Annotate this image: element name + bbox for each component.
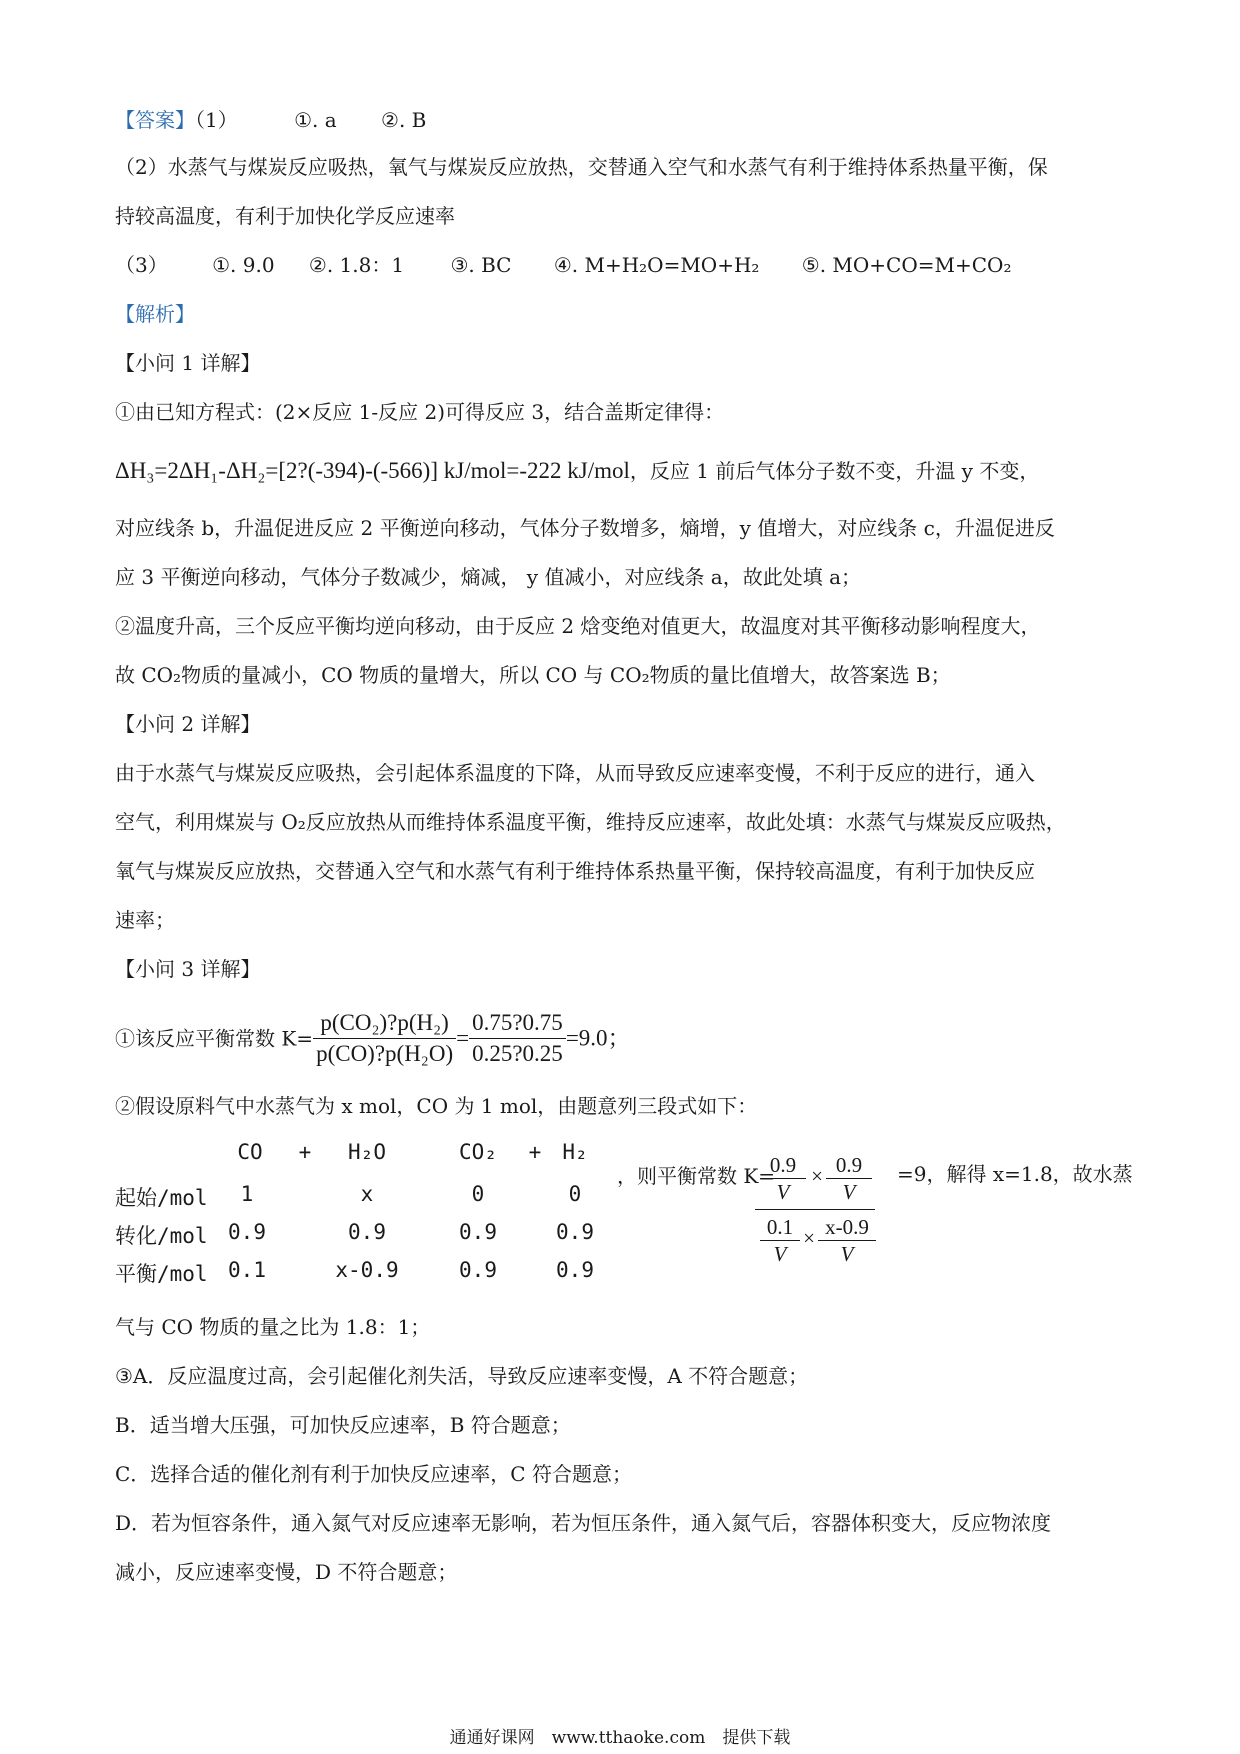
table-cell: 0.9	[228, 1220, 266, 1244]
answer-q1-a: ①. a	[294, 108, 337, 132]
k2-v: V	[776, 1180, 790, 1204]
answer-q3-1: ①. 9.0	[212, 253, 275, 277]
k-equals: =	[456, 1025, 470, 1051]
k2-v: V	[842, 1180, 856, 1204]
section2-para2: 空气，利用煤炭与 O₂反应放热从而维持体系温度平衡，维持反应速率，故此处填：水蒸气与煤炭反应吸热，	[115, 810, 1066, 834]
table-header: CO	[237, 1140, 263, 1164]
table-cell: 0.9	[459, 1220, 497, 1244]
k-result: =9.0；	[565, 1025, 631, 1051]
k2-times: ×	[803, 1226, 815, 1250]
answer-q3-label: （3）	[115, 253, 168, 277]
table-cell: 1	[240, 1182, 254, 1206]
k2-v: V	[840, 1242, 854, 1266]
section1-para5: 故 CO₂物质的量减小，CO 物质的量增大，所以 CO 与 CO₂物质的量比值增大，故答案选 B；	[115, 663, 951, 687]
k2-d1: 0.1	[766, 1215, 794, 1239]
k-denominator: p(CO)?p(H₂O)	[316, 1041, 454, 1066]
section1-formula-tail: ，反应 1 前后气体分子数不变，升温 y 不变，	[629, 459, 1040, 483]
k2-den-frac2	[818, 1214, 876, 1241]
section3-para2: ②假设原料气中水蒸气为 x mol，CO 为 1 mol，由题意列三段式如下：	[115, 1094, 758, 1118]
k2-d2: x-0.9	[825, 1215, 869, 1239]
section2-para3: 氧气与煤炭反应放热，交替通入空气和水蒸气有利于维持体系热量平衡，保持较高温度，有利于加快反应	[115, 859, 1035, 883]
table-cell: 0.9	[556, 1220, 594, 1244]
table-row-label: 平衡/mol	[115, 1262, 208, 1286]
k2-num-frac2	[826, 1152, 872, 1179]
k2-prefix: ，则平衡常数 K=	[617, 1164, 776, 1188]
k2-times: ×	[811, 1164, 823, 1188]
answer-q3-4: ④. M+H₂O=MO+H₂	[553, 253, 760, 277]
section3-para3: 气与 CO 物质的量之比为 1.8：1；	[115, 1315, 431, 1339]
k2-n2: 0.9	[835, 1153, 863, 1177]
k-prefix: ①该反应平衡常数 K=	[115, 1026, 314, 1051]
analysis-tag: 【解析】	[115, 302, 195, 326]
section1-para1: ①由已知方程式：(2×反应 1-反应 2)可得反应 3，结合盖斯定律得：	[115, 400, 725, 424]
k-value-numerator: 0.75?0.75	[469, 1008, 566, 1039]
k-numerator: p(CO₂)?p(H₂)	[313, 1008, 456, 1039]
answer-q2-line1: （2）水蒸气与煤炭反应吸热，氧气与煤炭反应放热，交替通入空气和水蒸气有利于维持体系热量平衡，保	[115, 155, 1048, 179]
table-cell: 0.9	[348, 1220, 386, 1244]
k2-numerator	[760, 1152, 890, 1208]
k2-denominator	[760, 1214, 890, 1270]
table-header: +	[528, 1140, 542, 1164]
k-fraction	[313, 1008, 456, 1069]
table-cell: 0	[471, 1182, 485, 1206]
answer-q3-5: ⑤. MO+CO=M+CO₂	[801, 253, 1012, 277]
option-c: C．选择合适的催化剂有利于加快反应速率，C 符合题意；	[115, 1462, 632, 1486]
k2-n1: 0.9	[769, 1153, 797, 1177]
section1-title: 【小问 1 详解】	[115, 351, 261, 375]
option-d-line1: D．若为恒容条件，通入氮气对反应速率无影响，若为恒压条件，通入氮气后，容器体积变大，反应物浓度	[115, 1511, 1052, 1535]
k-value-denominator: 0.25?0.25	[472, 1041, 563, 1066]
option-b: B．适当增大压强，可加快反应速率，B 符合题意；	[115, 1413, 571, 1437]
table-row-label: 起始/mol	[115, 1186, 208, 1210]
answer-q1-label: （1）	[195, 108, 238, 132]
k2-result: =9，解得 x=1.8，故水蒸	[897, 1162, 1133, 1186]
table-header: +	[298, 1140, 312, 1164]
table-cell: 0.9	[556, 1258, 594, 1282]
table-cell: 0.9	[459, 1258, 497, 1282]
answer-q2-line2: 持较高温度，有利于加快化学反应速率	[115, 204, 455, 228]
k2-num-frac1	[760, 1152, 806, 1179]
k2-v: V	[773, 1242, 787, 1266]
footer-watermark: 通通好课网 www.tthaoke.com 提供下载	[449, 1728, 791, 1748]
k2-den-frac1	[760, 1214, 800, 1241]
k-value-fraction	[469, 1008, 566, 1069]
section2-para4: 速率；	[115, 908, 175, 932]
section1-para2: 对应线条 b，升温促进反应 2 平衡逆向移动，气体分子数增多，熵增，y 值增大，对应线条 c，升温促进反	[115, 516, 1055, 540]
table-cell: x-0.9	[335, 1258, 399, 1282]
section2-para1: 由于水蒸气与煤炭反应吸热，会引起体系温度的下降，从而导致反应速率变慢，不利于反应的进行，通入	[115, 761, 1035, 785]
option-a: ③A．反应温度过高，会引起催化剂失活，导致反应速率变慢，A 不符合题意；	[115, 1364, 809, 1388]
option-d-line2: 减小，反应速率变慢，D 不符合题意；	[115, 1560, 458, 1584]
section1-para3: 应 3 平衡逆向移动，气体分子数减少，熵减， y 值减小，对应线条 a，故此处填 a；	[115, 565, 862, 589]
answer-q3-2: ②. 1.8：1	[308, 253, 405, 277]
answer-q3-line	[115, 251, 1011, 279]
table-header: H₂	[562, 1140, 588, 1164]
section3-title: 【小问 3 详解】	[115, 957, 261, 981]
section1-formula: ΔH₃=2ΔH₁-ΔH₂=[2?(-394)-(-566)] kJ/mol=-222 kJ/mol	[115, 458, 630, 483]
answer-q1-b: ②. B	[381, 108, 427, 132]
table-header: CO₂	[459, 1140, 497, 1164]
table-cell: x	[360, 1182, 374, 1206]
section1-formula-line	[115, 457, 1039, 485]
section2-title: 【小问 2 详解】	[115, 712, 261, 736]
table-header: H₂O	[348, 1140, 386, 1164]
answer-tag: 【答案】	[115, 108, 195, 132]
table-cell: 0	[568, 1182, 582, 1206]
table-cell: 0.1	[228, 1258, 266, 1282]
table-row-label: 转化/mol	[115, 1224, 208, 1248]
answer-q3-3: ③. BC	[450, 253, 512, 277]
equilibrium-constant-line	[115, 1008, 631, 1069]
section1-para4: ②温度升高，三个反应平衡均逆向移动，由于反应 2 焓变绝对值更大，故温度对其平衡移动影响程度大，	[115, 614, 1041, 638]
k2-main-bar	[755, 1209, 875, 1210]
answer-line	[115, 106, 426, 134]
